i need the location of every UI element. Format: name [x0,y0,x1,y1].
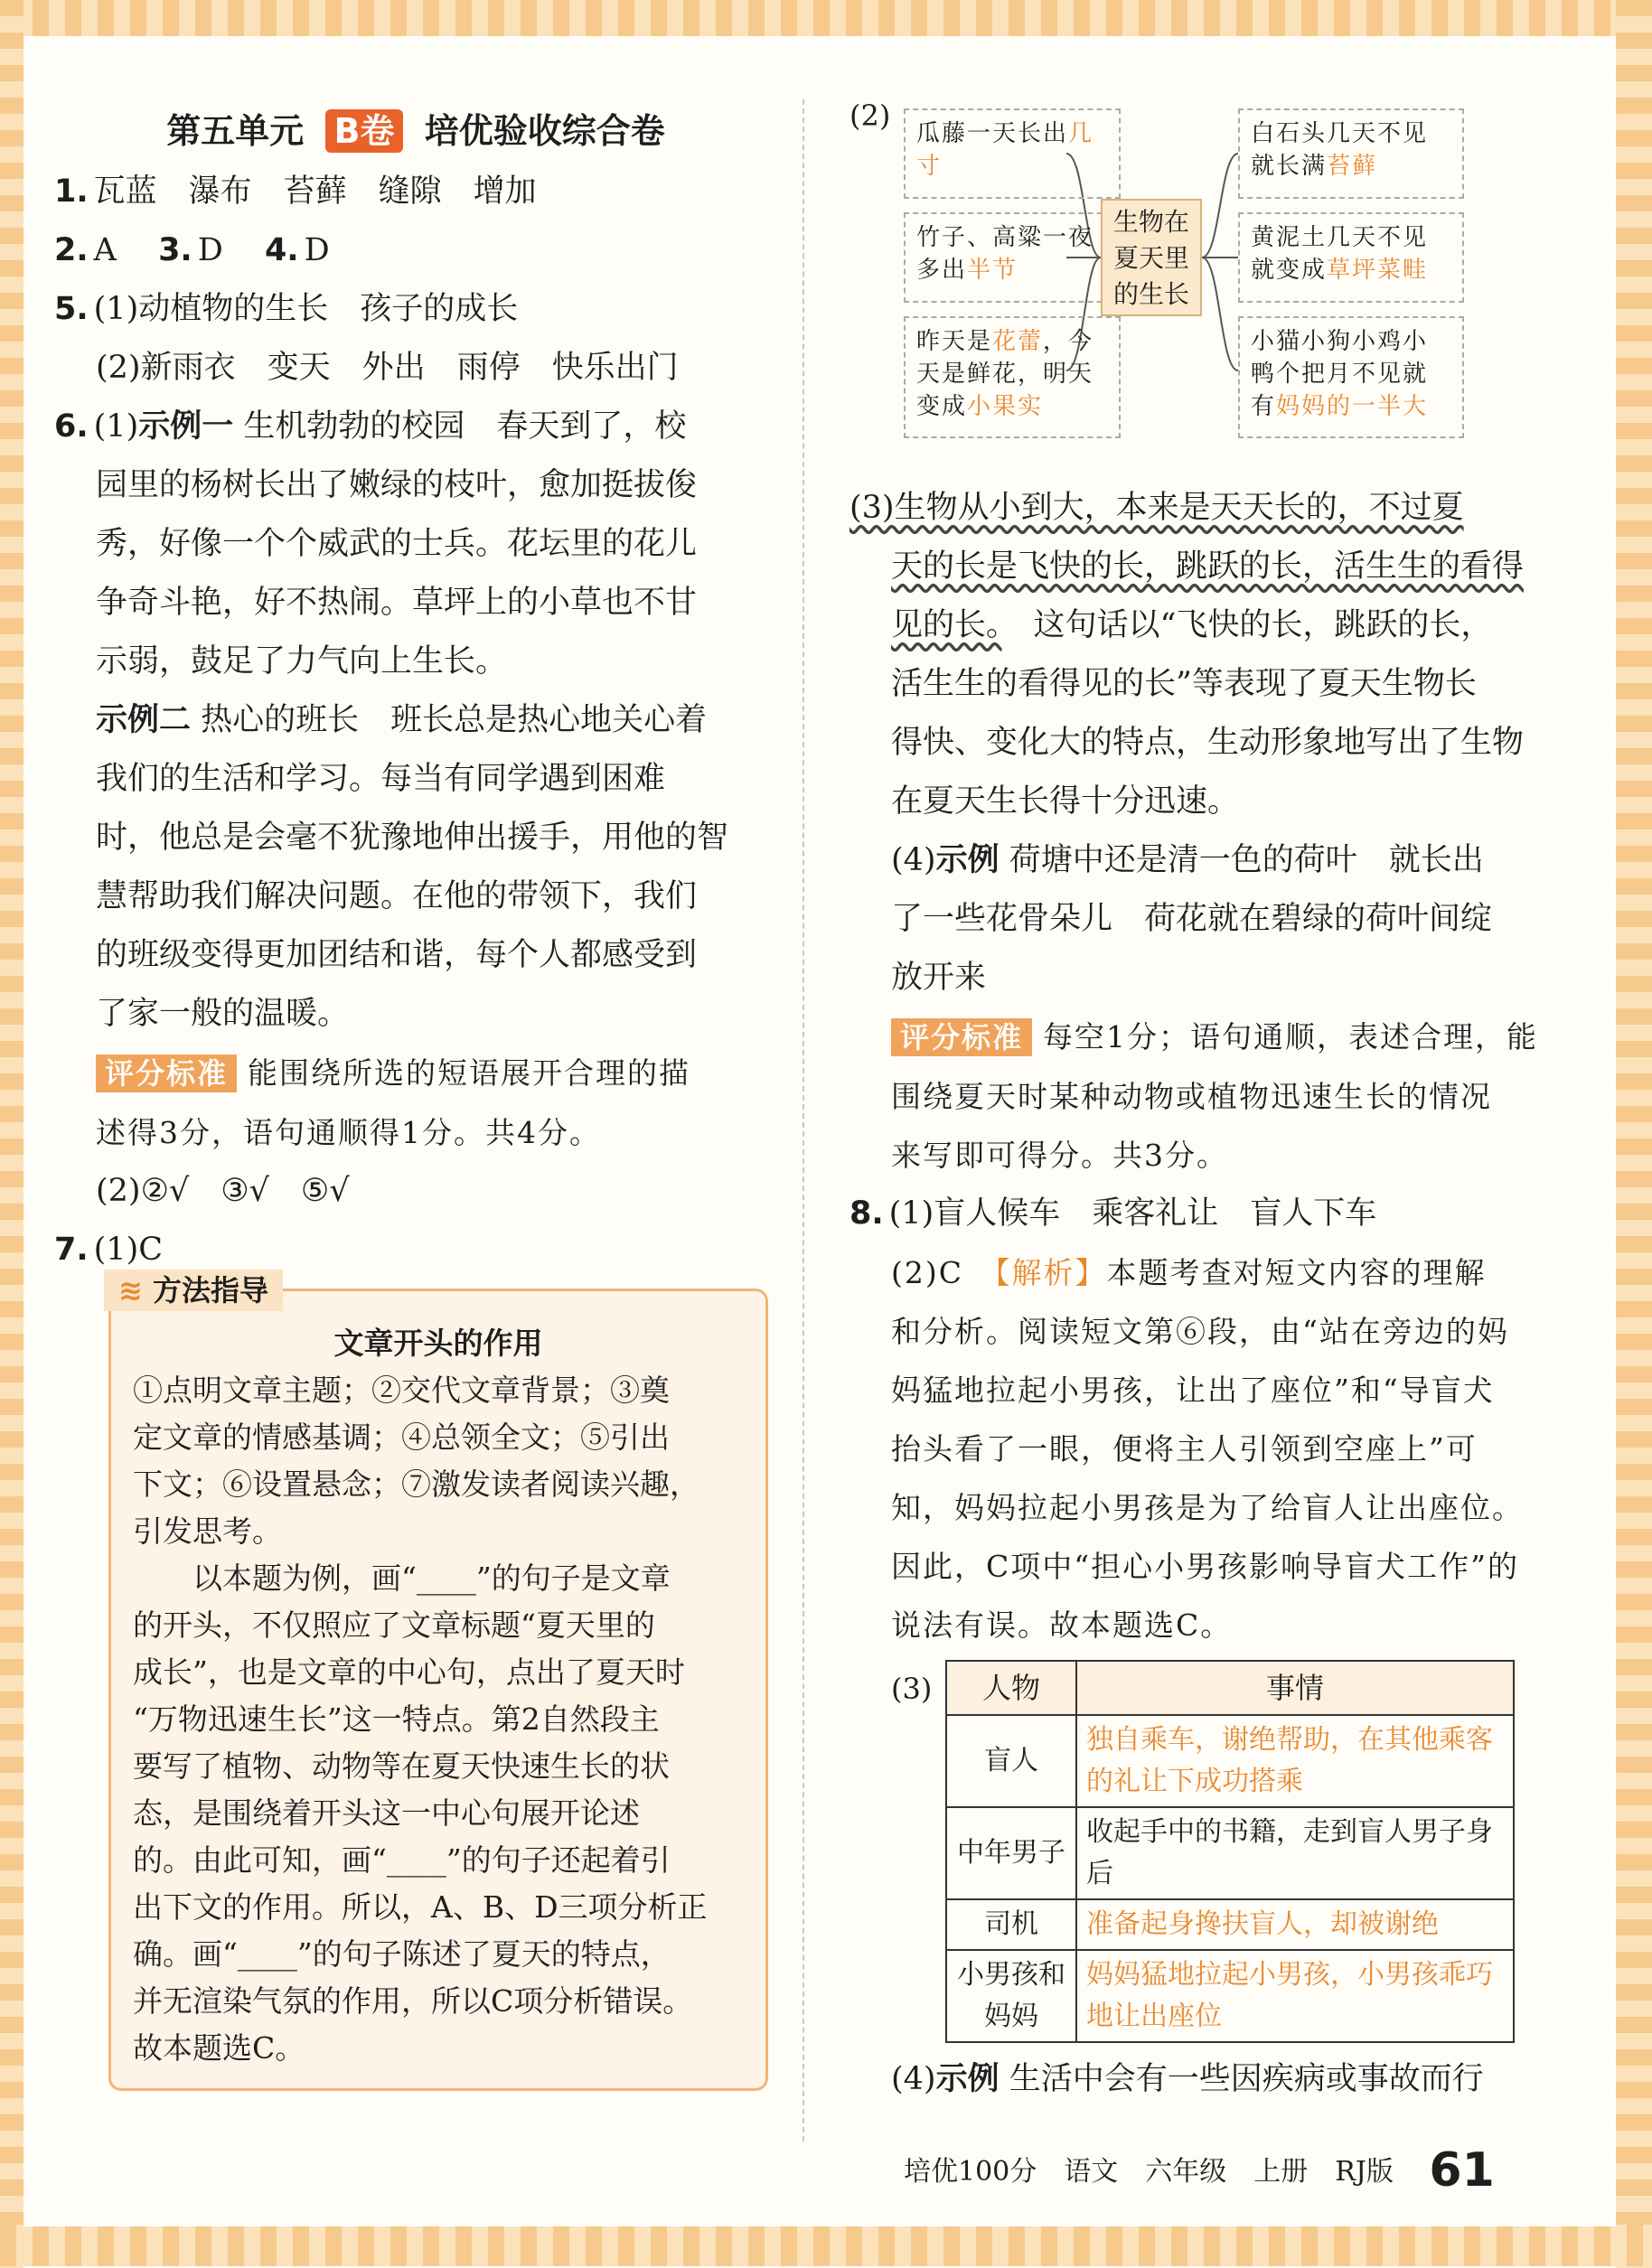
text-line: 引发思考。 [133,1514,282,1549]
answer-q8-4: (4)示例 生活中会有一些因疾病或事故而行 [891,2061,1484,2097]
text-line: 园里的杨树长出了嫩绿的枝叶，愈加挺拔俊 [96,467,698,503]
text-line: 说法有误。故本题选C。 [891,1607,1233,1643]
text-line: 成长”，也是文章的中心句，点出了夏天时 [133,1654,685,1690]
text-line: 述得3分，语句通顺得1分。共4分。 [96,1115,601,1150]
text-line: 我们的生活和学习。每当有同学遇到困难 [96,761,666,797]
text-line: 来写即可得分。共3分。 [891,1138,1228,1173]
table-cell: 司机 [946,1899,1076,1950]
text-line: 的开头，不仅照应了文章标题“夏天里的 [133,1607,655,1643]
text-line: 得快、变化大的特点，生动形象地写出了生物 [891,725,1525,761]
mind-map-branch-3: 昨天是花蕾，今天是鲜花，明天变成小果实 [904,316,1121,438]
volume-badge: B卷 [325,109,404,153]
method-guide-title: 文章开头的作用 [333,1326,543,1361]
text-line: 确。画“____”的句子陈述了夏天的特点， [133,1936,671,1972]
left-column [54,99,777,2091]
mind-map [849,99,1545,479]
events-table [945,1660,1515,2043]
mind-map-branch-2: 竹子、高粱一夜多出半节 [904,212,1121,303]
table-header-row [946,1661,1514,1715]
text-line: 因此，C项中“担心小男孩影响导盲犬工作”的 [891,1549,1519,1584]
text-line: 定文章的情感基调；④总领全文；⑤引出 [133,1420,670,1455]
decorative-border-left [0,0,23,2268]
text-line: 故本题选C。 [133,2030,305,2066]
text-line: 出下文的作用。所以，A、B、D三项分析正 [133,1889,708,1925]
answer-q8-2: (2)C 【解析】本题考查对短文内容的理解 [891,1255,1487,1290]
text-line: 妈猛地拉起小男孩，让出了座位”和“导盲犬 [891,1373,1495,1408]
column-divider [803,99,804,2141]
text-line: 了一些花骨朵儿 荷花就在碧绿的荷叶间绽 [891,901,1493,937]
decorative-border-right [1616,0,1652,2268]
table-cell: 准备起身搀扶盲人，却被谢绝 [1076,1899,1514,1950]
answer-q8-1: 8. (1)盲人候车 乘客礼让 盲人下车 [849,1195,1377,1232]
scoring-criteria-q6: 评分标准 能围绕所选的短语展开合理的描 [54,1044,777,1103]
text-line: 态，是围绕着开头这一中心句展开论述 [133,1795,640,1831]
mind-map-label: (2) [849,98,891,133]
column-header: 事情 [1076,1661,1514,1715]
page-title [54,99,777,163]
scoring-criteria-q7: 评分标准 每空1分；语句通顺，表述合理，能 [849,1007,1545,1067]
exam-title: 培优验收综合卷 [424,111,665,151]
unit-label: 第五单元 [166,111,305,151]
right-column [849,99,1545,2109]
text-line: 围绕夏天时某种动物或植物迅速生长的情况 [891,1079,1492,1114]
answer-q6-ex1: 6. (1)示例一 生机勃勃的校园 春天到了，校 [54,408,687,445]
table-cell: 盲人 [946,1715,1076,1807]
mind-map-branch-1: 瓜藤一天长出几寸 [904,108,1121,199]
text-line: 和分析。阅读短文第⑥段，由“站在旁边的妈 [891,1314,1509,1349]
text-line: 并无渲染气氛的作用，所以C项分析错误。 [133,1983,693,2019]
text-line: “万物迅速生长”这一特点。第2自然段主 [133,1701,660,1737]
text-line: 抬头看了一眼，便将主人引领到空座上”可 [891,1431,1478,1467]
table-cell: 中年男子 [946,1807,1076,1899]
table-row [946,1899,1514,1950]
table-cell: 妈妈猛地拉起小男孩，小男孩乖巧地让出座位 [1076,1950,1514,2042]
decorative-border-bottom [0,2225,1652,2266]
mind-map-branch-5: 黄泥土几天不见就变成草坪菜畦 [1238,212,1464,303]
text-line: 秀，好像一个个威武的士兵。花坛里的花儿 [96,526,698,562]
method-guide-box [108,1273,768,2091]
column-header: 人物 [946,1661,1076,1715]
text-line: 时，他总是会毫不犹豫地伸出援手，用他的智 [96,820,729,856]
answer-q7-4: (4)示例 荷塘中还是清一色的荷叶 就长出 [891,842,1484,878]
text-line: 慧帮助我们解决问题。在他的带领下，我们 [96,878,698,914]
answer-q7-1: 7. (1)C [54,1232,164,1268]
text-line: 以本题为例，画“____”的句子是文章 [133,1560,671,1596]
answer-q5-1: 5. (1)动植物的生长 孩子的成长 [54,291,519,327]
table-row [946,1807,1514,1899]
text-line: 示弱，鼓足了力气向上生长。 [96,643,508,679]
answer-q8-3: (3) 人物 事情 盲人 独自乘车，谢绝帮助，在其他乘客的礼让下成功搭乘 中年男子 收起手中的书籍，走到盲人男子身后 司机 准备起身搀扶盲人，却被谢绝 小男孩和妈妈 妈妈猛地拉起小男孩，小男孩乖巧地让出座位 [849,1660,1545,2043]
answer-q2-4: 2. A 3. D 4. D [54,232,330,268]
answer-q1: 1. 瓦蓝 瀑布 苔藓 缝隙 增加 [54,173,537,210]
mind-map-branch-4: 白石头几天不见就长满苔藓 [1238,108,1464,199]
book-info: 培优100分 语文 六年级 上册 RJ版 [904,2156,1394,2188]
table-row [946,1950,1514,2042]
page-number: 61 [1429,2143,1495,2198]
table-cell: 小男孩和妈妈 [946,1950,1076,2042]
table-cell: 独自乘车，谢绝帮助，在其他乘客的礼让下成功搭乘 [1076,1715,1514,1807]
text-line: 放开来 [891,960,987,996]
text-line: 争奇斗艳，好不热闹。草坪上的小草也不甘 [96,585,698,621]
text-line: 在夏天生长得十分迅速。 [891,783,1240,820]
text-line: 下文；⑥设置悬念；⑦激发读者阅读兴趣， [133,1467,699,1502]
table-row [946,1715,1514,1807]
text-line: 了家一般的温暖。 [96,996,350,1032]
page-footer [904,2143,1495,2198]
answer-q7-3: (3)生物从小到大，本来是天天长的，不过夏 [849,490,1464,526]
mind-map-branch-6: 小猫小狗小鸡小鸭个把月不见就有妈妈的一半大 [1238,316,1464,438]
text-line: ①点明文章主题；②交代文章背景；③奠 [133,1373,670,1408]
text-line: 知，妈妈拉起小男孩是为了给盲人让出座位。 [891,1490,1524,1525]
text-line: 的班级变得更加团结和谐，每个人都感受到 [96,937,698,973]
method-guide-heading: ≋ 方法指导 [104,1270,283,1311]
answer-q6-ex2: 示例二 热心的班长 班长总是热心地关心着 [96,702,708,738]
answer-q6-2: (2)②√ ③√ ⑤√ [96,1173,350,1209]
text-line: 要写了植物、动物等在夏天快速生长的状 [133,1748,670,1784]
text-line: 见的长。 这句话以“飞快的长，跳跃的长， [891,607,1493,643]
wave-icon: ≋ [118,1273,153,1307]
mind-map-center: 生物在夏天里的生长 [1101,199,1202,316]
answer-q5-2: (2)新雨衣 变天 外出 雨停 快乐出门 [96,350,679,386]
text-line: 活生生的看得见的长”等表现了夏天生物长 [891,666,1477,702]
text-line: 的。由此可知，画“____”的句子还起着引 [133,1842,671,1878]
table-cell: 收起手中的书籍，走到盲人男子身后 [1076,1807,1514,1899]
text-line: 天的长是飞快的长，跳跃的长，活生生的看得 [891,548,1525,585]
